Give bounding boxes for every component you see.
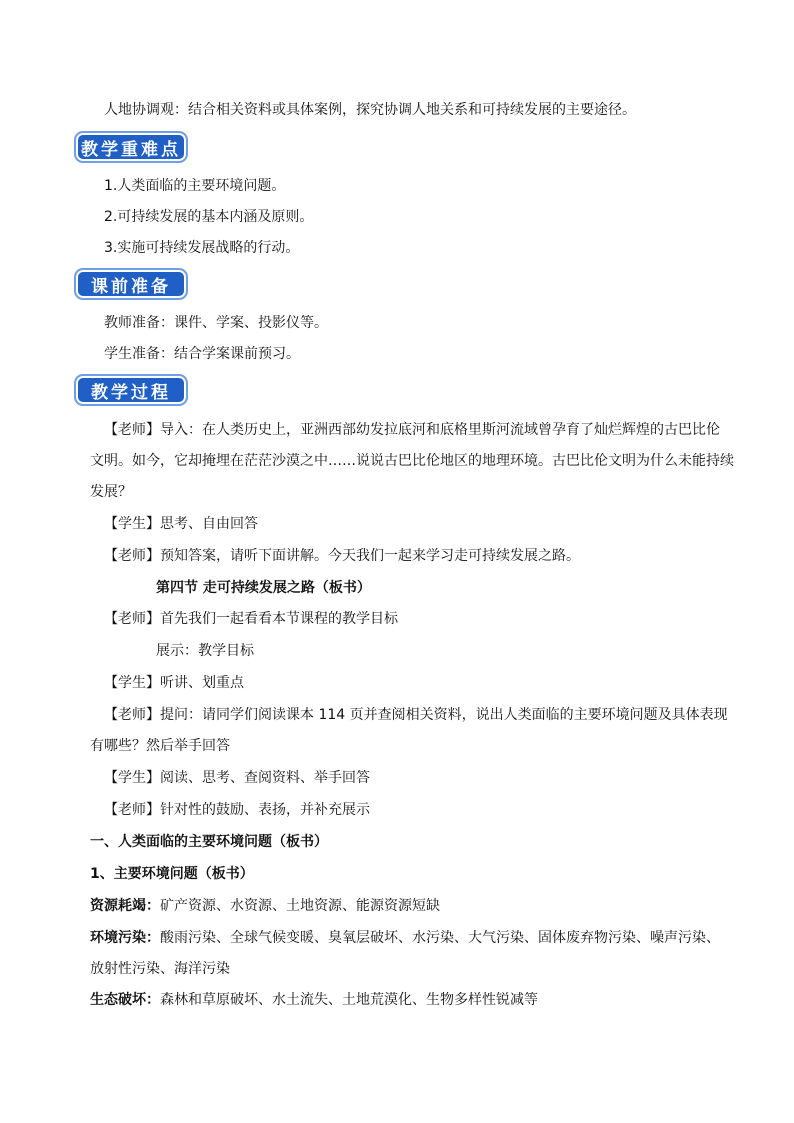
issue-text: 矿产资源、水资源、土地资源、能源资源短缺	[160, 898, 440, 914]
issue-text: 酸雨污染、全球气候变暖、臭氧层破坏、水污染、大气污染、固体废弃物污染、噪声污染、	[160, 930, 720, 946]
section-badge-preparation	[76, 270, 186, 298]
key-point-2: 2.可持续发展的基本内涵及原则。	[104, 209, 314, 225]
issue-environment	[90, 928, 734, 948]
subheading: 1、主要环境问题（板书）	[90, 866, 254, 882]
badge-label: 课前准备	[91, 276, 171, 297]
process-line: 【学生】思考、自由回答	[104, 516, 258, 532]
process-line: 【老师】预知答案，请听下面讲解。今天我们一起来学习走可持续发展之路。	[104, 548, 580, 564]
process-line: 展示：教学目标	[156, 643, 254, 659]
intro-line: 人地协调观：结合相关资料或具体案例，探究协调人地关系和可持续发展的主要途径。	[104, 102, 636, 118]
issue-ecology	[90, 990, 734, 1010]
process-line: 【老师】提问：请同学们阅读课本 114 页并查阅相关资料，说出人类面临的主要环境问题及具体表现	[104, 707, 728, 723]
prep-teacher: 教师准备：课件、学案、投影仪等。	[104, 315, 328, 331]
lesson-title: 第四节 走可持续发展之路（板书）	[156, 580, 371, 596]
issue-resource	[90, 896, 734, 916]
process-line: 文明。如今，它却掩埋在茫茫沙漠之中……说说古巴比伦地区的地理环境。古巴比伦文明为什么未能持续	[90, 453, 734, 469]
issue-label: 生态破坏：	[90, 992, 160, 1008]
issue-environment-cont: 放射性污染、海洋污染	[90, 961, 230, 977]
issue-label: 环境污染：	[90, 930, 160, 946]
prep-student: 学生准备：结合学案课前预习。	[104, 346, 300, 362]
process-line: 【老师】导入：在人类历史上，亚洲西部幼发拉底河和底格里斯河流域曾孕育了灿烂辉煌的古巴比伦	[104, 422, 720, 438]
badge-label: 教学过程	[91, 382, 171, 403]
process-line: 【学生】阅读、思考、查阅资料、举手回答	[104, 770, 370, 786]
process-line: 【老师】首先我们一起看看本节课程的教学目标	[104, 611, 398, 627]
section-badge-key-points	[76, 133, 186, 161]
process-line: 【学生】听讲、划重点	[104, 675, 244, 691]
issue-text: 森林和草原破坏、水土流失、土地荒漠化、生物多样性锐减等	[160, 992, 538, 1008]
process-line: 有哪些？然后举手回答	[90, 738, 230, 754]
badge-label: 教学重难点	[81, 139, 181, 160]
key-point-3: 3.实施可持续发展战略的行动。	[104, 240, 300, 256]
key-point-1: 1.人类面临的主要环境问题。	[104, 178, 286, 194]
section-badge-process	[76, 376, 186, 404]
process-line: 【老师】针对性的鼓励、表扬，并补充展示	[104, 802, 370, 818]
process-line: 发展？	[90, 484, 132, 500]
issue-label: 资源耗竭：	[90, 898, 160, 914]
subheading: 一、人类面临的主要环境问题（板书）	[90, 834, 328, 850]
